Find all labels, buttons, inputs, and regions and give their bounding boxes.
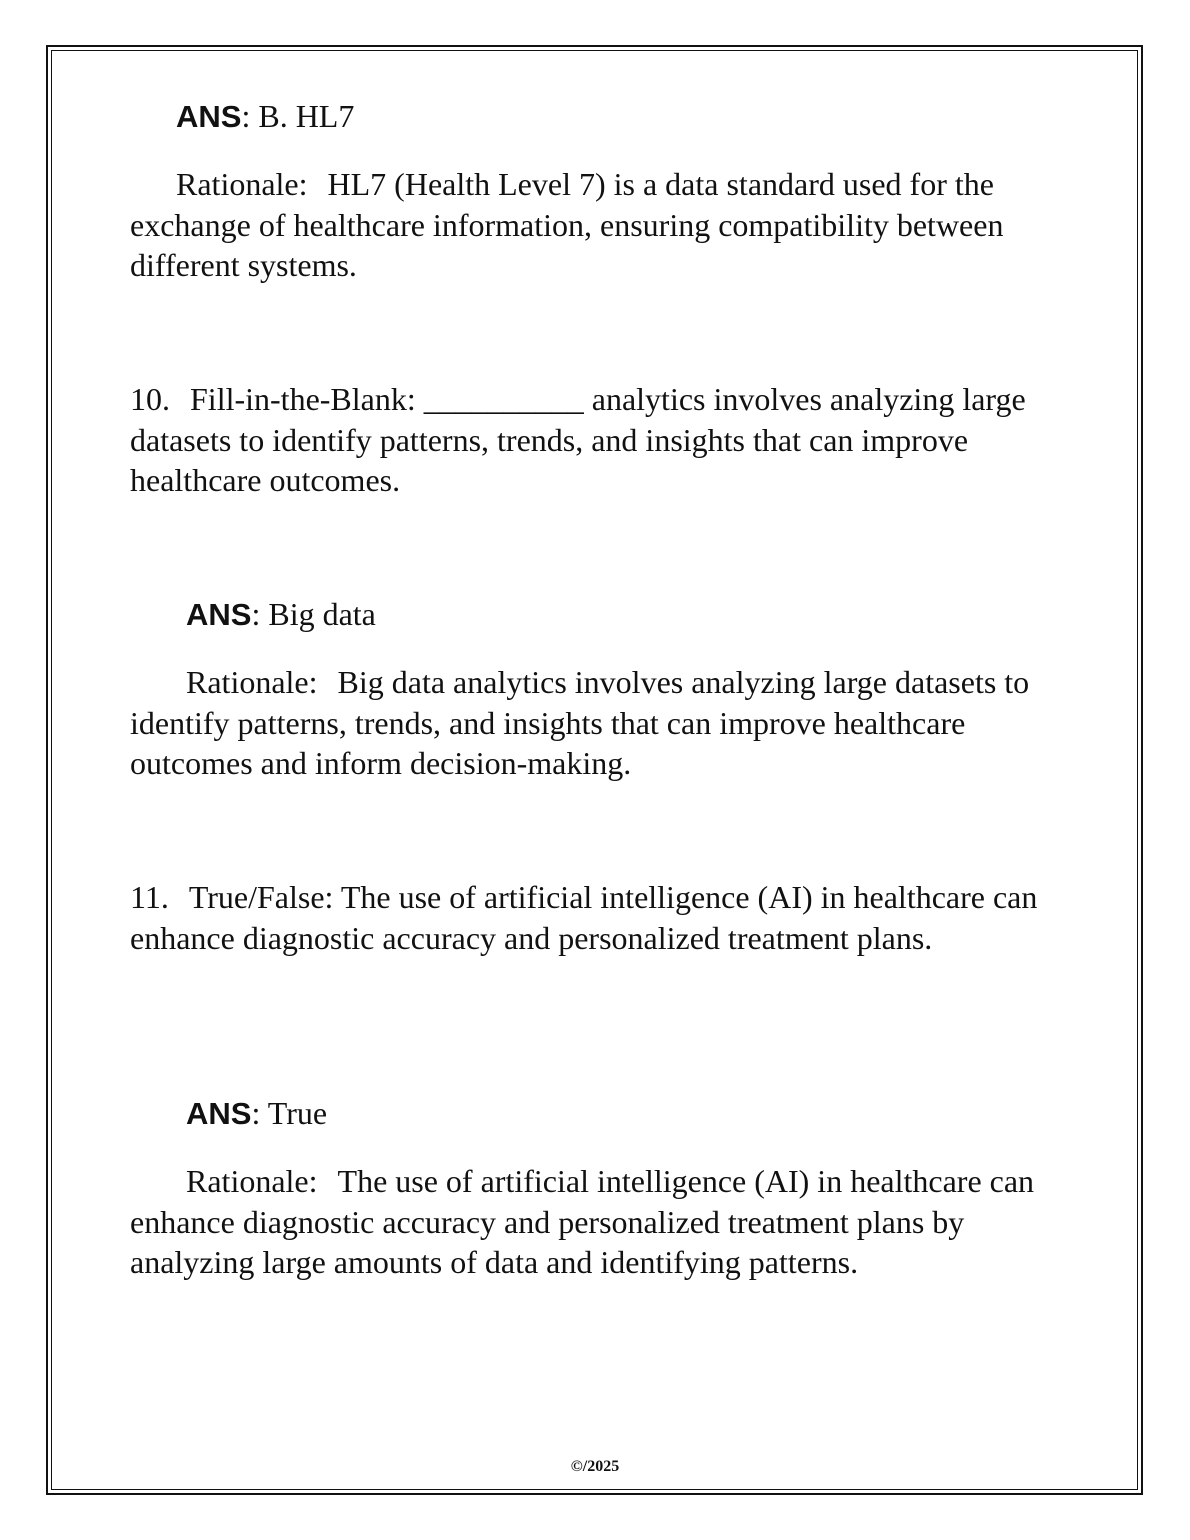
answer-text: : Big data [251, 596, 376, 632]
answer-text: : True [251, 1095, 328, 1131]
answer-label: ANS [176, 99, 242, 134]
rationale-9 [130, 164, 1090, 286]
question-number: 11. [130, 879, 169, 915]
rationale-10 [130, 662, 1090, 784]
rationale-11 [130, 1161, 1090, 1283]
rationale-text: HL7 (Health Level 7) is a data standard used for the exchange of healthcare information, ensuring compatibility between different systems. [130, 166, 1004, 283]
answer-label: ANS [186, 1096, 252, 1131]
rationale-text: Big data analytics involves analyzing large datasets to identify patterns, trends, and insights that can improve healthcare outcomes and inform decision-making. [130, 664, 1030, 781]
copyright-footer: ©/2025 [570, 1458, 620, 1475]
rationale-label: Rationale: [186, 664, 318, 700]
answer-11 [186, 1093, 327, 1134]
answer-10 [186, 594, 376, 635]
question-10 [130, 379, 1090, 501]
answer-label: ANS [186, 597, 252, 632]
answer-text: : B. HL7 [241, 98, 355, 134]
question-11 [130, 877, 1090, 958]
question-number: 10. [130, 381, 170, 417]
question-text: Fill-in-the-Blank: __________ analytics involves analyzing large datasets to identify patterns, trends, and insights that can improve healthcare outcomes. [130, 381, 1026, 498]
question-text: True/False: The use of artificial intelligence (AI) in healthcare can enhance diagnostic accuracy and personalized treatment plans. [130, 879, 1038, 956]
answer-9 [176, 96, 354, 137]
rationale-label: Rationale: [176, 166, 308, 202]
rationale-label: Rationale: [186, 1163, 318, 1199]
rationale-text: The use of artificial intelligence (AI) in healthcare can enhance diagnostic accuracy and personalized treatment plans by analyzing large amounts of data and identifying patterns. [130, 1163, 1035, 1280]
